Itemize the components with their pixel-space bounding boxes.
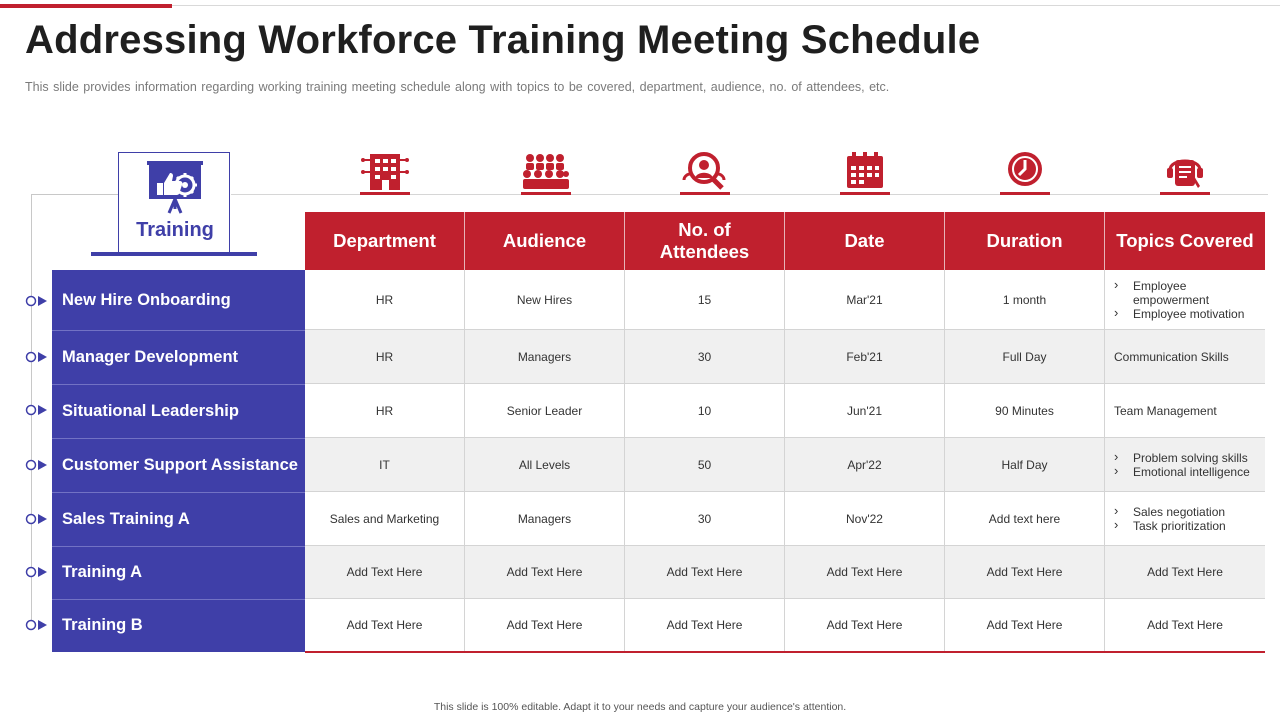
training-underline <box>91 252 257 256</box>
cell-department: Add Text Here <box>305 546 465 599</box>
header-topics: Topics Covered <box>1105 212 1265 270</box>
cell-attendees: 10 <box>625 384 785 438</box>
cell-date: Nov'22 <box>785 492 945 546</box>
cell-topics <box>1105 492 1265 546</box>
topic-item: › Emotional intelligence <box>1114 465 1250 479</box>
top-accent-bar <box>0 4 172 8</box>
row-separator <box>52 492 305 493</box>
top-divider <box>0 5 1280 6</box>
row-bullet-icon <box>25 350 53 364</box>
header-duration: Duration <box>945 212 1105 270</box>
cell-date: Jun'21 <box>785 384 945 438</box>
table-bottom-border <box>305 651 1265 653</box>
cell-date: Feb'21 <box>785 330 945 384</box>
footer-note: This slide is 100% editable. Adapt it to your needs and capture your audience's attention. <box>433 701 847 713</box>
cell-attendees: 30 <box>625 330 785 384</box>
row-separator <box>52 599 305 600</box>
row-label: Training A <box>52 546 305 599</box>
page-subtitle: This slide provides information regarding working training meeting schedule along with topics to be covered, department, audience, no. of attendees, etc. <box>25 80 890 94</box>
cell-duration: 1 month <box>945 270 1105 330</box>
cell-date: Add Text Here <box>785 546 945 599</box>
page-title: Addressing Workforce Training Meeting Schedule <box>25 18 981 62</box>
training-label: Training <box>136 219 214 241</box>
cell-attendees: 15 <box>625 270 785 330</box>
cell-department: Sales and Marketing <box>305 492 465 546</box>
cell-audience: Managers <box>465 330 625 384</box>
row-label: Customer Support Assistance <box>52 438 305 492</box>
cell-topics: Communication Skills <box>1105 330 1265 384</box>
cell-date: Add Text Here <box>785 599 945 651</box>
cell-duration: Add Text Here <box>945 546 1105 599</box>
headset-agent-icon <box>1158 150 1212 196</box>
cell-date: Apr'22 <box>785 438 945 492</box>
header-attendees: No. of Attendees <box>625 212 785 270</box>
cell-duration: 90 Minutes <box>945 384 1105 438</box>
cell-topics <box>1105 270 1265 330</box>
presentation-board-gear-icon <box>147 161 203 217</box>
row-bullet-icon <box>25 618 53 632</box>
cell-department: Add Text Here <box>305 599 465 651</box>
row-label: Manager Development <box>52 330 305 384</box>
topic-list <box>1114 451 1250 479</box>
cell-date: Mar'21 <box>785 270 945 330</box>
row-separator <box>52 384 305 385</box>
row-separator <box>52 546 305 547</box>
cell-audience: New Hires <box>465 270 625 330</box>
cell-attendees: 50 <box>625 438 785 492</box>
cell-topics: Add Text Here <box>1105 546 1265 599</box>
cell-audience: Add Text Here <box>465 546 625 599</box>
row-label: Sales Training A <box>52 492 305 546</box>
connector-horizontal-line <box>31 194 119 195</box>
audience-group-icon <box>519 150 573 196</box>
row-bullet-icon <box>25 403 53 417</box>
row-label: New Hire Onboarding <box>52 270 305 330</box>
row-separator <box>52 330 305 331</box>
topic-item: › Sales negotiation <box>1114 505 1226 519</box>
cell-department: HR <box>305 330 465 384</box>
cell-topics <box>1105 438 1265 492</box>
cell-attendees: Add Text Here <box>625 546 785 599</box>
cell-duration: Full Day <box>945 330 1105 384</box>
search-person-icon <box>678 150 732 196</box>
row-bullet-icon <box>25 458 53 472</box>
cell-topics: Team Management <box>1105 384 1265 438</box>
header-department: Department <box>305 212 465 270</box>
header-date: Date <box>785 212 945 270</box>
cell-audience: All Levels <box>465 438 625 492</box>
row-label: Situational Leadership <box>52 384 305 438</box>
topic-item: › Employee motivation <box>1114 307 1265 321</box>
topic-list <box>1114 505 1226 533</box>
row-bullet-icon <box>25 294 53 308</box>
cell-duration: Half Day <box>945 438 1105 492</box>
row-bullet-icon <box>25 565 53 579</box>
cell-audience: Add Text Here <box>465 599 625 651</box>
cell-attendees: 30 <box>625 492 785 546</box>
topic-list <box>1114 279 1265 321</box>
training-box <box>118 152 230 252</box>
row-label: Training B <box>52 599 305 652</box>
cell-duration: Add Text Here <box>945 599 1105 651</box>
calendar-icon <box>838 150 892 196</box>
cell-audience: Senior Leader <box>465 384 625 438</box>
cell-attendees: Add Text Here <box>625 599 785 651</box>
cell-topics: Add Text Here <box>1105 599 1265 651</box>
row-separator <box>52 438 305 439</box>
header-audience: Audience <box>465 212 625 270</box>
cell-department: IT <box>305 438 465 492</box>
cell-department: HR <box>305 270 465 330</box>
row-bullet-icon <box>25 512 53 526</box>
cell-department: HR <box>305 384 465 438</box>
topic-item: › Problem solving skills <box>1114 451 1250 465</box>
cell-audience: Managers <box>465 492 625 546</box>
clock-icon <box>998 150 1052 196</box>
topic-item: › Employee empowerment <box>1114 279 1265 307</box>
topic-item: › Task prioritization <box>1114 519 1226 533</box>
cell-duration: Add text here <box>945 492 1105 546</box>
building-icon <box>358 150 412 196</box>
